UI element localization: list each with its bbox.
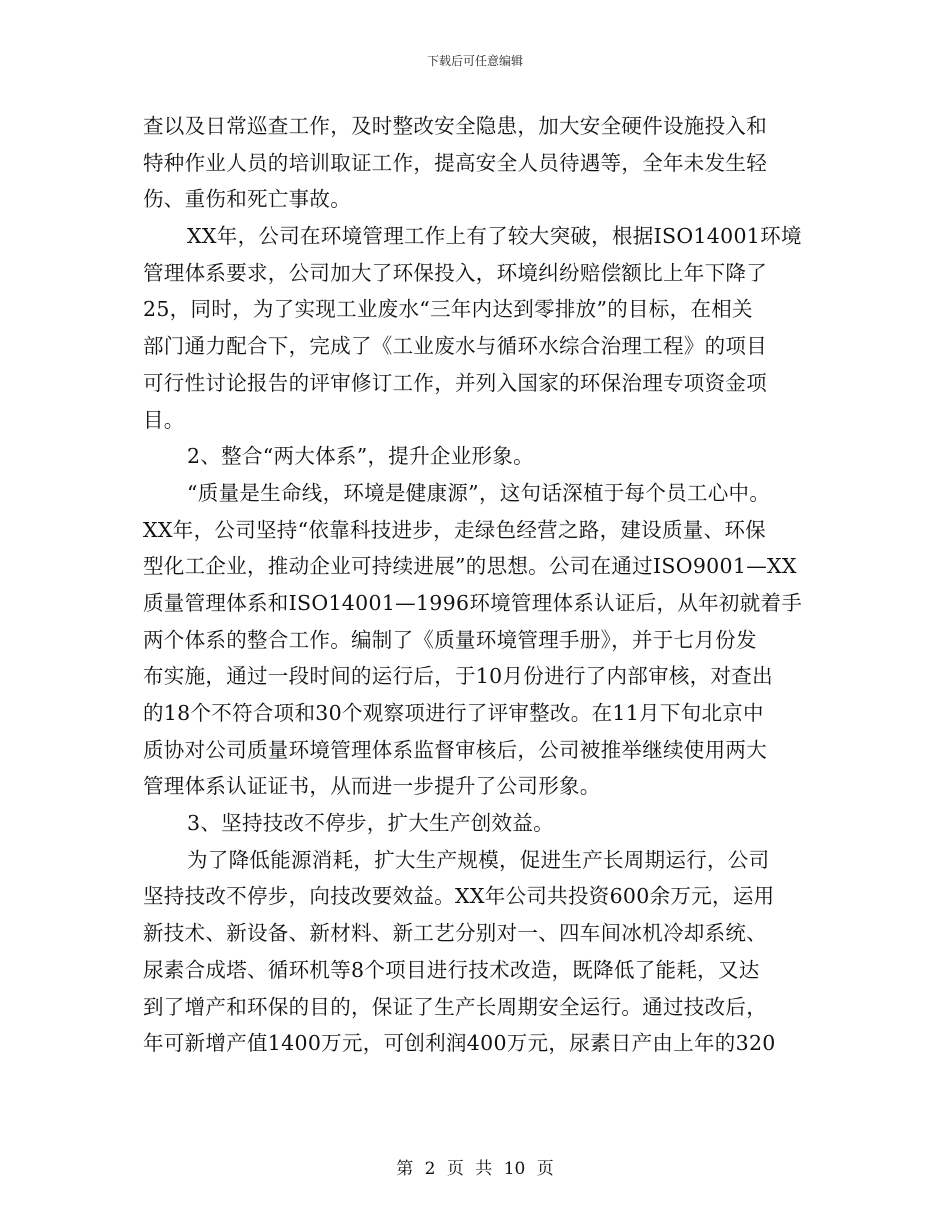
text-line: 布实施，通过一段时间的运行后，于10月份进行了内部审核，对查出 bbox=[143, 664, 773, 689]
text-line: “质量是生命线，环境是健康源”，这句话深植于每个员工心中。 bbox=[187, 480, 771, 505]
text-line: 可行性讨论报告的评审修订工作，并列入国家的环保治理专项资金项 bbox=[143, 370, 767, 395]
text-line: 年可新增产值1400万元，可创利润400万元，尿素日产由上年的320 bbox=[143, 1031, 776, 1056]
document-body bbox=[143, 108, 807, 1062]
text-line: XX年，公司在环境管理工作上有了较大突破，根据ISO14001环境 bbox=[187, 224, 802, 249]
text-line: 查以及日常巡查工作，及时整改安全隐患，加大安全硬件设施投入和 bbox=[143, 114, 767, 138]
text-line: 伤、重伤和死亡事故。 bbox=[143, 187, 351, 212]
text-line: 2、整合“两大体系”，提升企业形象。 bbox=[187, 444, 534, 469]
text-line: 坚持技改不停步，向技改要效益。XX年公司共投资600余万元，运用 bbox=[143, 884, 775, 909]
page-header-note: 下载后可任意编辑 bbox=[426, 54, 523, 68]
text-line: 管理体系要求，公司加大了环保投入，环境纠纷赔偿额比上年下降了 bbox=[143, 260, 767, 285]
text-line: 尿素合成塔、循环机等8个项目进行技术改造，既降低了能耗，又达 bbox=[143, 957, 760, 982]
text-line: 为了降低能源消耗，扩大生产规模，促进生产长周期运行，公司 bbox=[187, 847, 770, 872]
text-line: 管理体系认证证书，从而进一步提升了公司形象。 bbox=[143, 774, 601, 799]
text-line: 目。 bbox=[143, 407, 185, 432]
page-number-footer: 第 2 页 共 10 页 bbox=[396, 1159, 554, 1179]
text-line: 到了增产和环保的目的，保证了生产长周期安全运行。通过技改后， bbox=[143, 994, 767, 1019]
text-line: 的18个不符合项和30个观察项进行了评审整改。在11月下旬北京中 bbox=[143, 701, 764, 725]
text-line: XX年，公司坚持“依靠科技进步，走绿色经营之路，建设质量、环保 bbox=[143, 517, 766, 542]
text-line: 25，同时，为了实现工业废水“三年内达到零排放”的目标，在相关 bbox=[143, 297, 753, 322]
text-line: 3、坚持技改不停步，扩大生产创效益。 bbox=[187, 811, 554, 836]
text-line: 新技术、新设备、新材料、新工艺分别对一、四车间冰机冷却系统、 bbox=[143, 921, 767, 946]
text-line: 型化工企业，推动企业可持续进展”的思想。公司在通过ISO9001—XX bbox=[143, 554, 797, 579]
text-line: 质协对公司质量环境管理体系监督审核后，公司被推举继续使用两大 bbox=[143, 737, 767, 762]
text-line: 质量管理体系和ISO14001—1996环境管理体系认证后，从年初就着手 bbox=[143, 590, 803, 615]
text-line: 部门通力配合下，完成了《工业废水与循环水综合治理工程》的项目 bbox=[143, 334, 767, 359]
text-line: 两个体系的整合工作。编制了《质量环境管理手册》，并于七月份发 bbox=[143, 627, 757, 652]
text-line: 特种作业人员的培训取证工作，提高安全人员待遇等，全年未发生轻 bbox=[143, 150, 767, 175]
